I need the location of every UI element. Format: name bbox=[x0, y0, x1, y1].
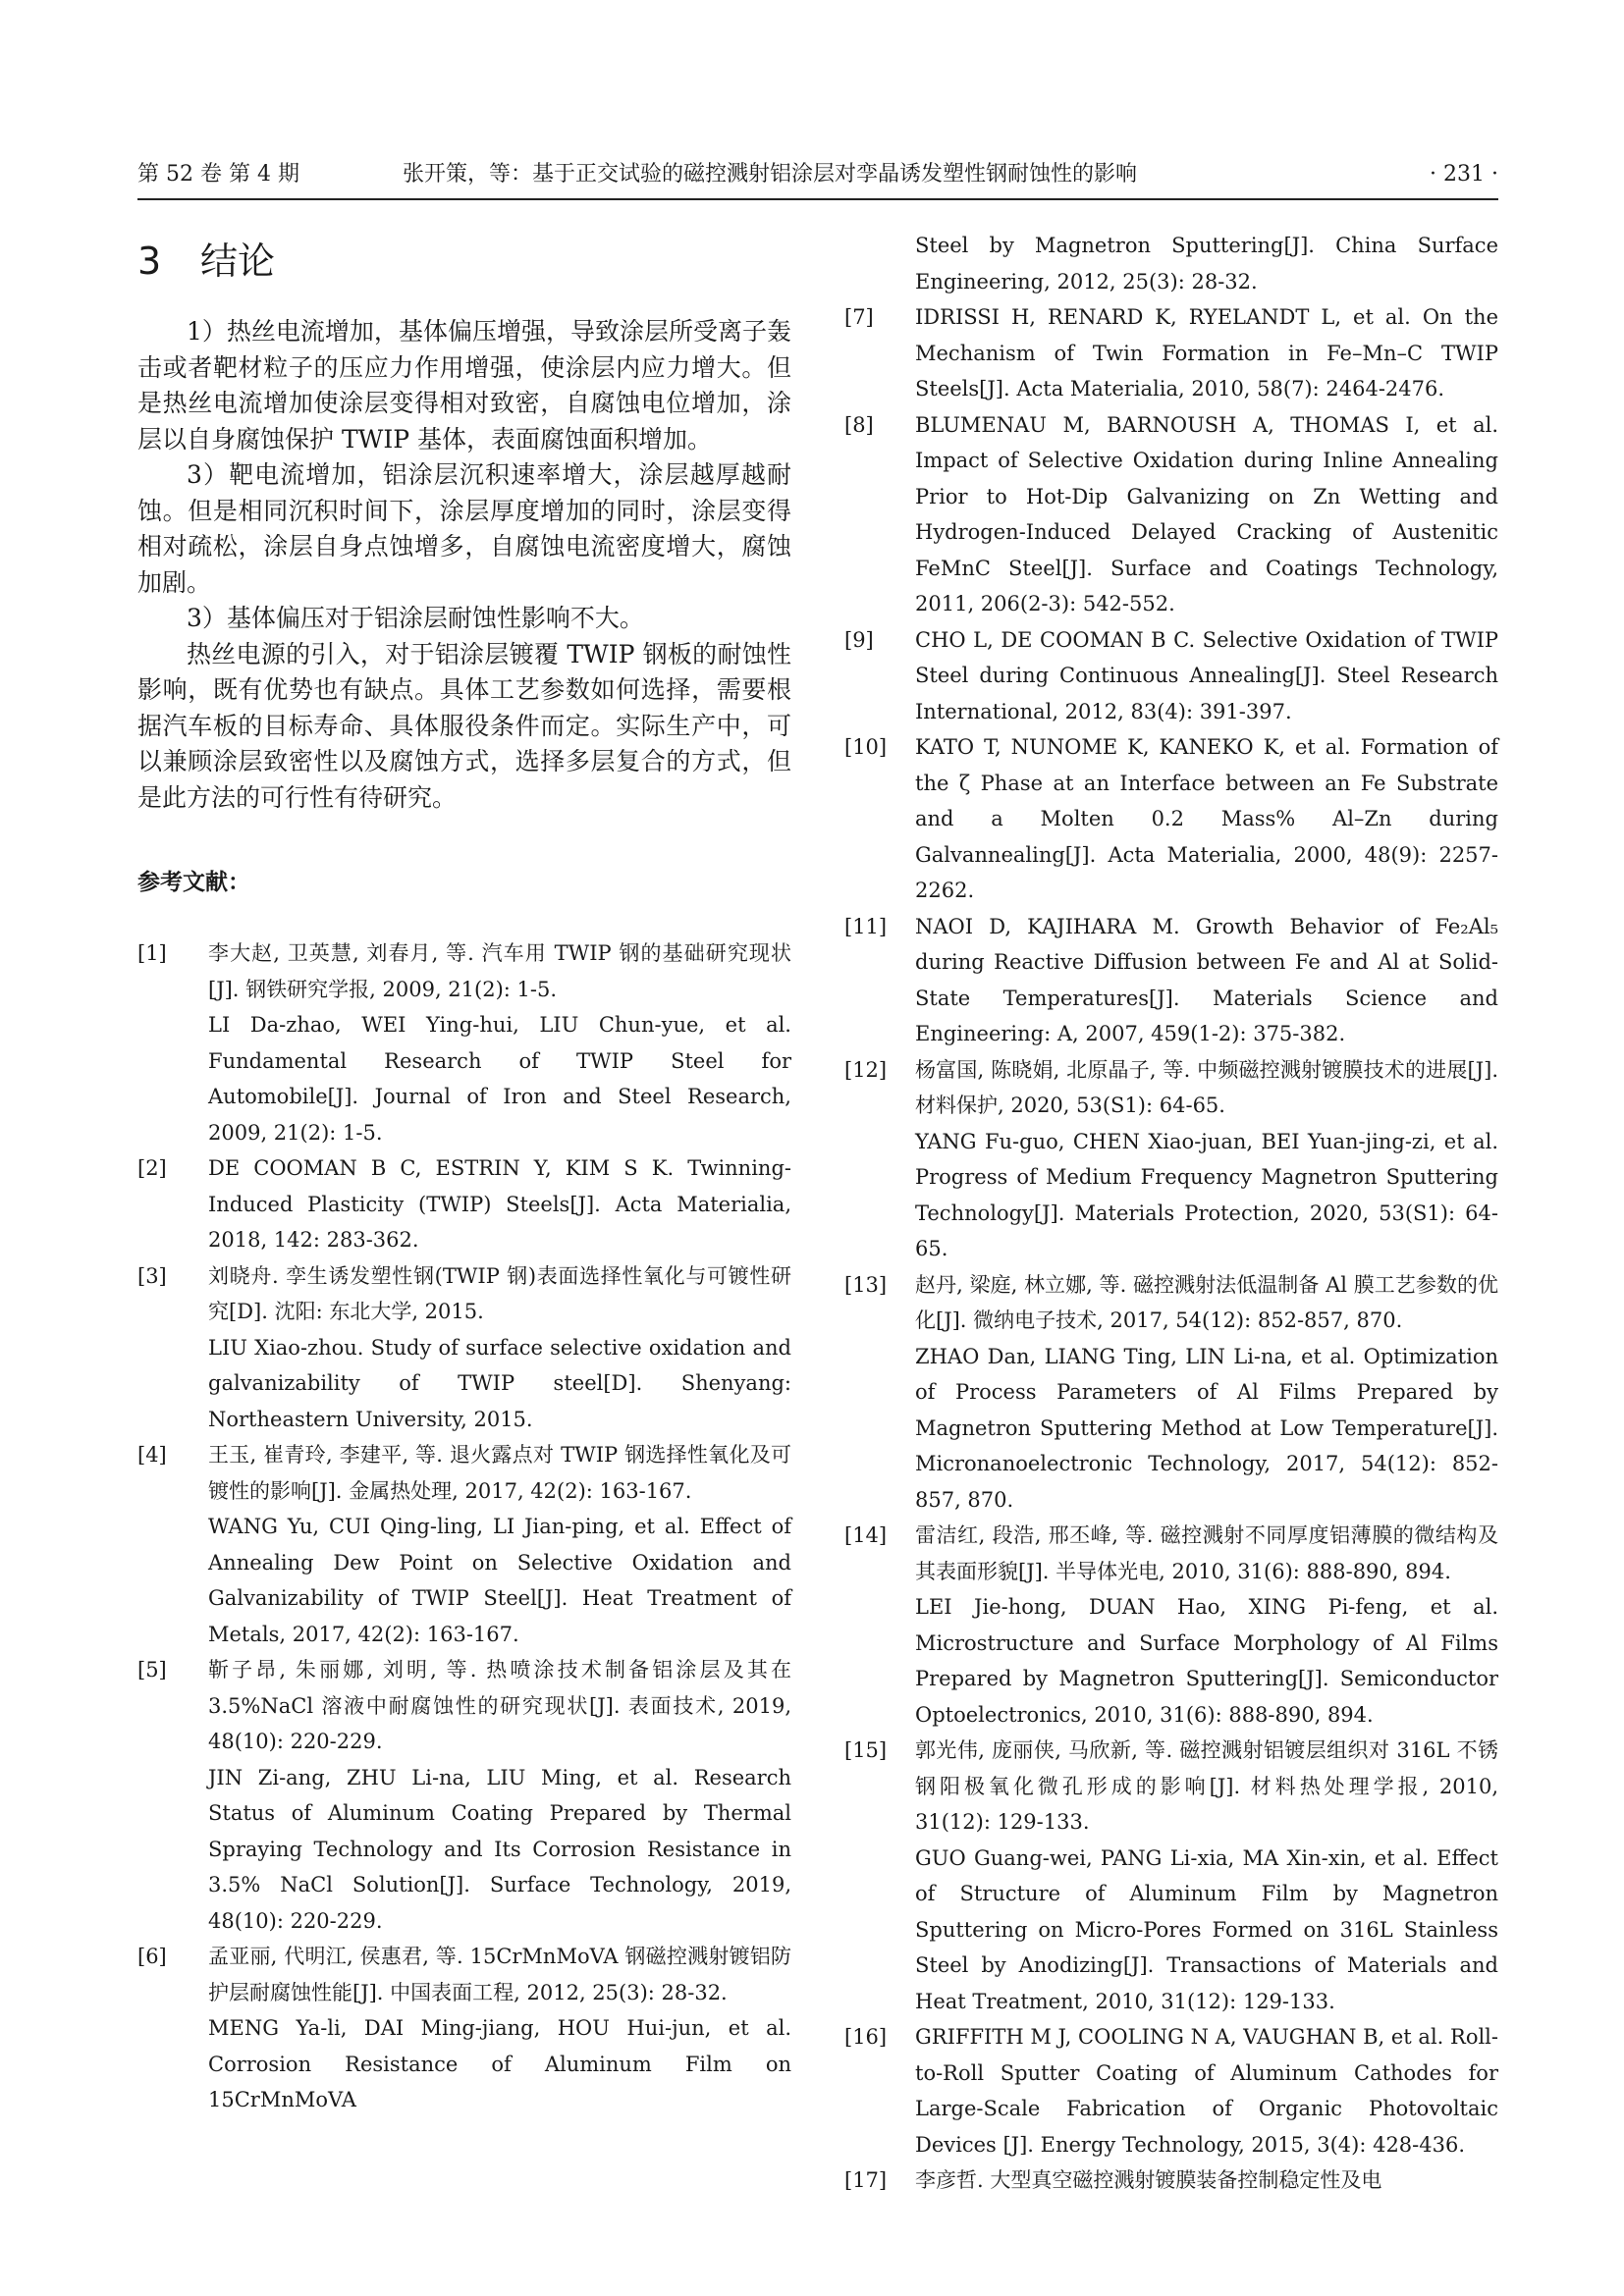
reference-text: LIU Xiao-zhou. Study of surface selective oxidation and galvanizability of TWIP steel[D]. Shenyang: Northeastern University, 2015. bbox=[208, 1335, 791, 1431]
reference-text: 王玉, 崔青玲, 李建平, 等. 退火露点对 TWIP 钢选择性氧化及可镀性的影响[J]. 金属热处理, 2017, 42(2): 163-167. bbox=[208, 1443, 791, 1503]
reference-label: [10] bbox=[844, 735, 888, 759]
reference-text: KATO T, NUNOME K, KANEKO K, et al. Formation of the ζ Phase at an Interface between an Fe Substrate and a Molten 0.2 Mass% Al–Zn during Galvannealing[J]. Acta Materialia, 2000, 48(9): 2257-2262. bbox=[915, 735, 1498, 902]
reference-item bbox=[844, 1052, 1498, 1267]
reference-text: 杨富国, 陈晓娟, 北原晶子, 等. 中频磁控溅射镀膜技术的进展[J]. 材料保护, 2020, 53(S1): 64-65. bbox=[915, 1057, 1498, 1117]
reference-label: [9] bbox=[844, 627, 874, 652]
reference-label: [16] bbox=[844, 2025, 888, 2049]
reference-item bbox=[844, 729, 1498, 909]
conclusion-paragraph: 1）热丝电流增加，基体偏压增强，导致涂层所受离子轰击或者靶材粒子的压应力作用增强，使涂层内应力增大。但是热丝电流增加使涂层变得相对致密，自腐蚀电位增加，涂层以自身腐蚀保护 TWIP 基体，表面腐蚀面积增加。 bbox=[137, 317, 791, 454]
page-number: · 231 · bbox=[1430, 162, 1498, 187]
reference-item bbox=[137, 1652, 791, 1939]
reference-text: GRIFFITH M J, COOLING N A, VAUGHAN B, et al. Roll-to-Roll Sputter Coating of Aluminum Cathodes for Large-Scale Fabrication of Organic Photovoltaic Devices [J]. Energy Technology, 2015, 3(4): 428-436. bbox=[915, 2025, 1498, 2157]
reference-label: [14] bbox=[844, 1523, 888, 1547]
running-title: 张开策，等：基于正交试验的磁控溅射铝涂层对孪晶诱发塑性钢耐蚀性的影响 bbox=[403, 162, 1138, 187]
reference-item bbox=[137, 1150, 791, 1258]
reference-text: ZHAO Dan, LIANG Ting, LIN Li-na, et al. Optimization of Process Parameters of Al Films Prepared by Magnetron Sputtering Method at Low Temperature[J]. Micronanoelectronic Technology, 2017, 54(12): 852-857, 870. bbox=[915, 1344, 1498, 1512]
reference-text: 李大赵, 卫英慧, 刘春月, 等. 汽车用 TWIP 钢的基础研究现状[J]. 钢铁研究学报, 2009, 21(2): 1-5. bbox=[208, 941, 791, 1001]
reference-label: [13] bbox=[844, 1272, 888, 1297]
reference-text: 靳子昂, 朱丽娜, 刘明, 等. 热喷涂技术制备铝涂层及其在 3.5%NaCl 溶液中耐腐蚀性的研究现状[J]. 表面技术, 2019, 48(10): 220-229. bbox=[208, 1658, 791, 1753]
reference-text: WANG Yu, CUI Qing-ling, LI Jian-ping, et al. Effect of Annealing Dew Point on Selective Oxidation and Galvanizability of TWIP Steel[J]. Heat Treatment of Metals, 2017, 42(2): 163-167. bbox=[208, 1515, 791, 1646]
left-column bbox=[137, 228, 791, 2118]
reference-text: MENG Ya-li, DAI Ming-jiang, HOU Hui-jun, et al. Corrosion Resistance of Aluminum Film on 15CrMnMoVA bbox=[208, 2016, 791, 2111]
reference-item bbox=[844, 2163, 1498, 2199]
reference-label: [15] bbox=[844, 1738, 888, 1762]
conclusion-paragraph: 3）基体偏压对于铝涂层耐蚀性影响不大。 bbox=[187, 604, 644, 632]
references-heading: 参考文献： bbox=[137, 870, 250, 895]
reference-item bbox=[844, 1518, 1498, 1733]
reference-item bbox=[844, 1733, 1498, 2019]
reference-label: [1] bbox=[137, 941, 167, 965]
reference-label: [4] bbox=[137, 1443, 167, 1467]
conclusion-paragraph: 3）靶电流增加，铝涂层沉积速率增大，涂层越厚越耐蚀。但是相同沉积时间下，涂层厚度增加的同时，涂层变得相对疏松，涂层自身点蚀增多，自腐蚀电流密度增大，腐蚀加剧。 bbox=[137, 460, 791, 597]
reference-text: GUO Guang-wei, PANG Li-xia, MA Xin-xin, et al. Effect of Structure of Aluminum Film by Magnetron Sputtering on Micro-Pores Formed on 316L Stainless Steel by Anodizing[J]. Transactions of Materials and Heat Treatment, 2010, 31(12): 129-133. bbox=[915, 1845, 1498, 2013]
reference-item bbox=[844, 299, 1498, 407]
reference-text: YANG Fu-guo, CHEN Xiao-juan, BEI Yuan-jing-zi, et al. Progress of Medium Frequency Magnetron Sputtering Technology[J]. Materials Protection, 2020, 53(S1): 64-65. bbox=[915, 1129, 1498, 1260]
header-divider bbox=[137, 198, 1498, 200]
reference-item bbox=[137, 1939, 791, 2118]
reference-label: [8] bbox=[844, 412, 874, 437]
journal-volume-issue: 第 52 卷 第 4 期 bbox=[137, 162, 299, 187]
reference-text: JIN Zi-ang, ZHU Li-na, LIU Ming, et al. Research Status of Aluminum Coating Prepared by Thermal Spraying Technology and Its Corrosion Resistance in 3.5% NaCl Solution[J]. Surface Technology, 2019, 48(10): 220-229. bbox=[208, 1765, 791, 1933]
reference-label: [17] bbox=[844, 2168, 888, 2192]
reference-text: 孟亚丽, 代明江, 侯惠君, 等. 15CrMnMoVA 钢磁控溅射镀铝防护层耐腐蚀性能[J]. 中国表面工程, 2012, 25(3): 28-32. bbox=[208, 1945, 791, 2004]
reference-label: [7] bbox=[844, 305, 874, 329]
reference-text: LI Da-zhao, WEI Ying-hui, LIU Chun-yue, et al. Fundamental Research of TWIP Steel for Automobile[J]. Journal of Iron and Steel Research, 2009, 21(2): 1-5. bbox=[208, 1013, 791, 1145]
reference-item bbox=[137, 1437, 791, 1652]
section-heading bbox=[137, 232, 791, 293]
reference-text: 刘晓舟. 孪生诱发塑性钢(TWIP 钢)表面选择性氧化与可镀性研究[D]. 沈阳: 东北大学, 2015. bbox=[208, 1263, 791, 1323]
reference-continuation bbox=[844, 228, 1498, 299]
reference-text: IDRISSI H, RENARD K, RYELANDT L, et al. On the Mechanism of Twin Formation in Fe–Mn–C TWIP Steels[J]. Acta Materialia, 2010, 58(7): 2464-2476. bbox=[915, 305, 1498, 400]
reference-item bbox=[844, 622, 1498, 730]
section-title: 结论 bbox=[200, 240, 276, 283]
reference-label: [2] bbox=[137, 1156, 167, 1180]
reference-item bbox=[137, 935, 791, 1150]
reference-item bbox=[137, 1258, 791, 1438]
running-header bbox=[137, 157, 1498, 192]
reference-label: [11] bbox=[844, 914, 888, 938]
conclusion-paragraph: 热丝电源的引入，对于铝涂层镀覆 TWIP 钢板的耐蚀性影响，既有优势也有缺点。具体工艺参数如何选择，需要根据汽车板的目标寿命、具体服役条件而定。实际生产中，可以兼顾涂层致密性以及腐蚀方式，选择多层复合的方式，但是此方法的可行性有待研究。 bbox=[137, 639, 791, 812]
reference-text: 李彦哲. 大型真空磁控溅射镀膜装备控制稳定性及电 bbox=[915, 2168, 1382, 2192]
reference-text: BLUMENAU M, BARNOUSH A, THOMAS I, et al. Impact of Selective Oxidation during Inline Annealing Prior to Hot-Dip Galvanizing on Zn Wetting and Hydrogen-Induced Delayed Cracking of Austenitic FeMnC Steel[J]. Surface and Coatings Technology, 2011, 206(2-3): 542-552. bbox=[915, 412, 1498, 615]
reference-item bbox=[844, 2019, 1498, 2163]
reference-text: CHO L, DE COOMAN B C. Selective Oxidation of TWIP Steel during Continuous Annealing[J]. Steel Research International, 2012, 83(4): 391-397. bbox=[915, 627, 1498, 723]
reference-text: Steel by Magnetron Sputtering[J]. China Surface Engineering, 2012, 25(3): 28-32. bbox=[915, 234, 1498, 294]
reference-label: [12] bbox=[844, 1057, 888, 1082]
section-number: 3 bbox=[137, 240, 162, 283]
reference-item bbox=[844, 909, 1498, 1052]
reference-text: 郭光伟, 庞丽侠, 马欣新, 等. 磁控溅射铝镀层组织对 316L 不锈钢阳极氧化微孔形成的影响[J]. 材料热处理学报, 2010, 31(12): 129-133. bbox=[915, 1738, 1498, 1834]
reference-text: NAOI D, KAJIHARA M. Growth Behavior of Fe₂Al₅ during Reactive Diffusion between Fe and Al at Solid-State Temperatures[J]. Materials Science and Engineering: A, 2007, 459(1-2): 375-382. bbox=[915, 914, 1498, 1045]
reference-text: 赵丹, 梁庭, 林立娜, 等. 磁控溅射法低温制备 Al 膜工艺参数的优化[J]. 微纳电子技术, 2017, 54(12): 852-857, 870. bbox=[915, 1272, 1498, 1332]
reference-label: [6] bbox=[137, 1945, 167, 1968]
reference-text: LEI Jie-hong, DUAN Hao, XING Pi-feng, et al. Microstructure and Surface Morphology of Al Films Prepared by Magnetron Sputtering[J]. Semiconductor Optoelectronics, 2010, 31(6): 888-890, 894. bbox=[915, 1595, 1498, 1727]
right-column bbox=[844, 228, 1498, 2199]
reference-label: [5] bbox=[137, 1658, 167, 1682]
reference-text: 雷洁红, 段浩, 邢丕峰, 等. 磁控溅射不同厚度铝薄膜的微结构及其表面形貌[J]. 半导体光电, 2010, 31(6): 888-890, 894. bbox=[915, 1523, 1498, 1583]
reference-text: DE COOMAN B C, ESTRIN Y, KIM S K. Twinning-Induced Plasticity (TWIP) Steels[J]. Acta Materialia, 2018, 142: 283-362. bbox=[208, 1156, 791, 1252]
reference-list-left bbox=[137, 935, 791, 2118]
reference-item bbox=[844, 1267, 1498, 1519]
reference-label: [3] bbox=[137, 1263, 167, 1288]
reference-item bbox=[844, 407, 1498, 622]
